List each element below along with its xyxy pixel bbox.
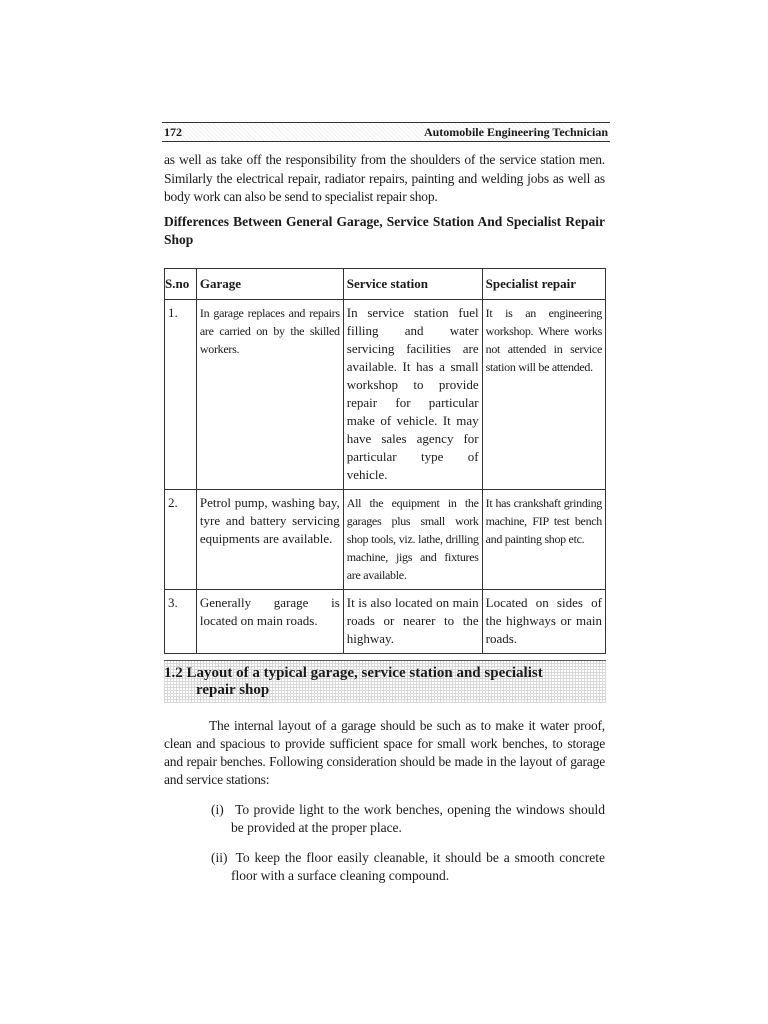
section-title-line1: 1.2 Layout of a typical garage, service station and specialist <box>164 664 543 681</box>
table-row <box>165 589 606 653</box>
page-content <box>164 151 605 885</box>
list-marker: (i) <box>211 801 224 817</box>
running-title: Automobile Engineering Technician <box>423 124 608 139</box>
cell-service: All the equipment in the garages plus small work shop tools, viz. lathe, drilling machine, jigs and fixtures are available. <box>343 489 482 589</box>
header-specialist-repair: Specialist repair <box>482 268 605 299</box>
header-sno: S.no <box>165 268 197 299</box>
differences-table <box>164 268 606 654</box>
list-item <box>169 801 605 837</box>
list-item-text: To keep the floor easily cleanable, it should be a smooth concrete floor with a surface cleaning compound. <box>231 849 605 883</box>
cell-service: In service station fuel filling and water servicing facilities are available. It has a small workshop to provide repair for particular make of vehicle. It may have sales agency for particular type of vehicle. <box>343 299 482 489</box>
cell-garage: Generally garage is located on main roads. <box>196 589 343 653</box>
cell-specialist: Located on sides of the highways or main roads. <box>482 589 605 653</box>
cell-garage: In garage replaces and repairs are carried on by the skilled workers. <box>196 299 343 489</box>
section-title <box>164 660 606 703</box>
cell-garage: Petrol pump, washing bay, tyre and battery servicing equipments are available. <box>196 489 343 589</box>
running-header <box>162 122 610 142</box>
cell-sno: 2. <box>165 489 197 589</box>
intro-paragraph: as well as take off the responsibility from the shoulders of the service station men. Similarly the electrical repair, radiator repairs, painting and welding jobs as well as body work can also be send to specialist repair shop. <box>164 152 605 204</box>
header-service-station: Service station <box>343 268 482 299</box>
list-marker: (ii) <box>211 849 228 865</box>
table-row <box>165 299 606 489</box>
list-item <box>169 849 605 885</box>
list-item-text: To provide light to the work benches, opening the windows should be provided at the proper place. <box>231 801 605 835</box>
cell-specialist: It has crankshaft grinding machine, FIP test bench and painting shop etc. <box>482 489 605 589</box>
header-garage: Garage <box>196 268 343 299</box>
cell-service: It is also located on main roads or nearer to the highway. <box>343 589 482 653</box>
page-number: 172 <box>164 124 182 139</box>
body-paragraph: The internal layout of a garage should be such as to make it water proof, clean and spacious to provide sufficient space for small work benches, to storage and repair benches. Following consideration should be made in the layout of garage and service stations: <box>164 717 605 787</box>
table-header-row <box>165 268 606 299</box>
cell-specialist: It is an engineering workshop. Where works not attended in service station will be attended. <box>482 299 605 489</box>
cell-sno: 1. <box>165 299 197 489</box>
table-heading: Differences Between General Garage, Service Station And Specialist Repair Shop <box>164 213 605 247</box>
section-title-line2: repair shop <box>196 681 270 698</box>
cell-sno: 3. <box>165 589 197 653</box>
table-row <box>165 489 606 589</box>
